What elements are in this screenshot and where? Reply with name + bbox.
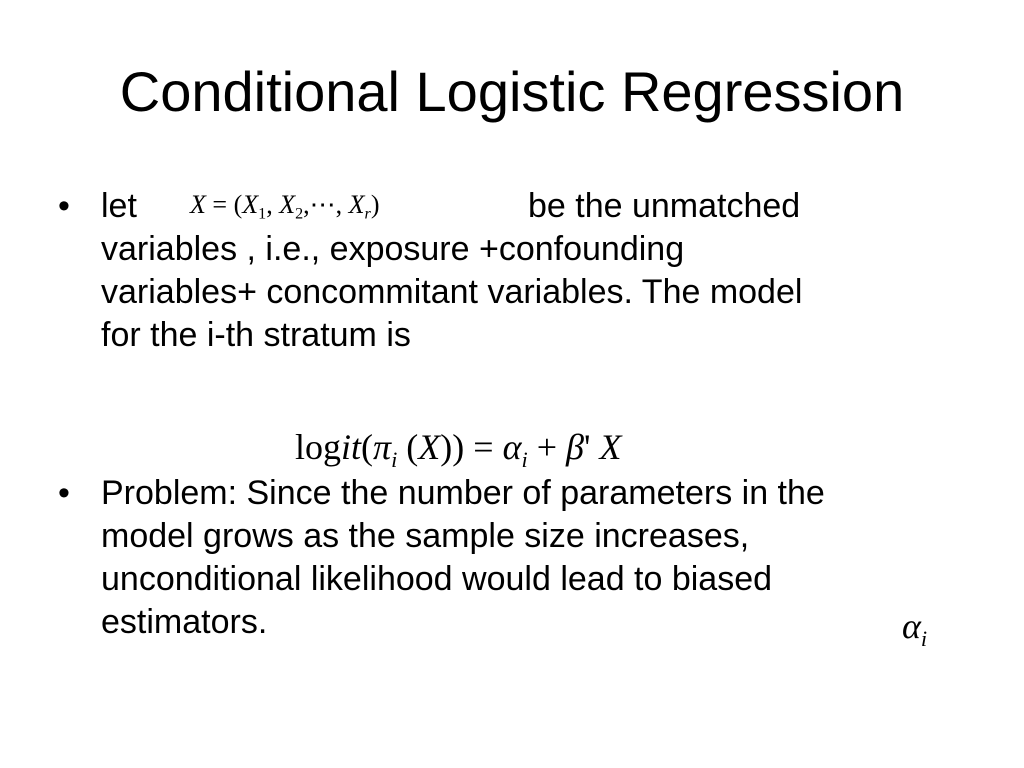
math-model-x-2: X xyxy=(599,427,622,467)
math-x1: X xyxy=(242,190,259,219)
math-sub-2: 2 xyxy=(295,205,304,223)
math-alpha-sub: i xyxy=(521,446,528,472)
bullet2-line-1: Problem: Since the number of parameters in the xyxy=(101,474,825,512)
math-sub-r: r xyxy=(364,205,371,223)
math-lparen-2: ( xyxy=(406,427,419,467)
math-x: X xyxy=(190,190,206,219)
math-comma-3: , xyxy=(335,190,343,219)
math-alpha-standalone: α xyxy=(902,606,921,646)
math-lparen-1: ( xyxy=(361,427,374,467)
bullet1-lead-text: let xyxy=(101,187,137,225)
bullet2-line-3: unconditional likelihood would lead to biased xyxy=(101,560,773,598)
math-alpha: α xyxy=(502,427,522,467)
bullet-dot-1: • xyxy=(58,187,70,225)
bullet-dot-2: • xyxy=(58,474,70,512)
math-equals: = xyxy=(212,190,228,219)
math-rparens: )) xyxy=(440,427,465,467)
math-model-equals: = xyxy=(473,427,494,467)
logit-model-equation xyxy=(295,425,622,472)
math-log: log xyxy=(295,427,342,467)
math-it: it xyxy=(341,427,362,467)
math-plus: + xyxy=(536,427,557,467)
math-prime: ' xyxy=(583,427,591,467)
math-model-x: X xyxy=(418,427,441,467)
math-comma-2: , xyxy=(303,190,310,219)
bullet1-after-math-text: be the unmatched xyxy=(528,187,801,225)
bullet2-line-4: estimators. xyxy=(101,603,268,641)
math-pi-sub: i xyxy=(391,446,398,472)
math-dots: ⋯ xyxy=(309,190,336,219)
math-beta: β xyxy=(566,427,584,467)
math-alpha-standalone-sub: i xyxy=(920,625,928,651)
math-x2: X xyxy=(279,190,296,219)
bullet1-line-3: variables+ concommitant variables. The model xyxy=(101,273,803,311)
bullet2-line-2: model grows as the sample size increases, xyxy=(101,517,750,555)
slide-title: Conditional Logistic Regression xyxy=(119,60,905,123)
math-sub-1: 1 xyxy=(258,205,267,223)
math-comma-1: , xyxy=(266,190,273,219)
math-rparen: ) xyxy=(370,190,380,219)
math-xr: X xyxy=(348,190,365,219)
alpha-i-symbol xyxy=(902,604,928,651)
bullet1-line-2: variables , i.e., exposure +confounding xyxy=(101,230,685,268)
math-lparen: ( xyxy=(233,190,243,219)
bullet1-line-4: for the i-th stratum is xyxy=(101,316,411,354)
math-pi: π xyxy=(373,427,392,467)
vector-x-definition xyxy=(190,188,379,222)
